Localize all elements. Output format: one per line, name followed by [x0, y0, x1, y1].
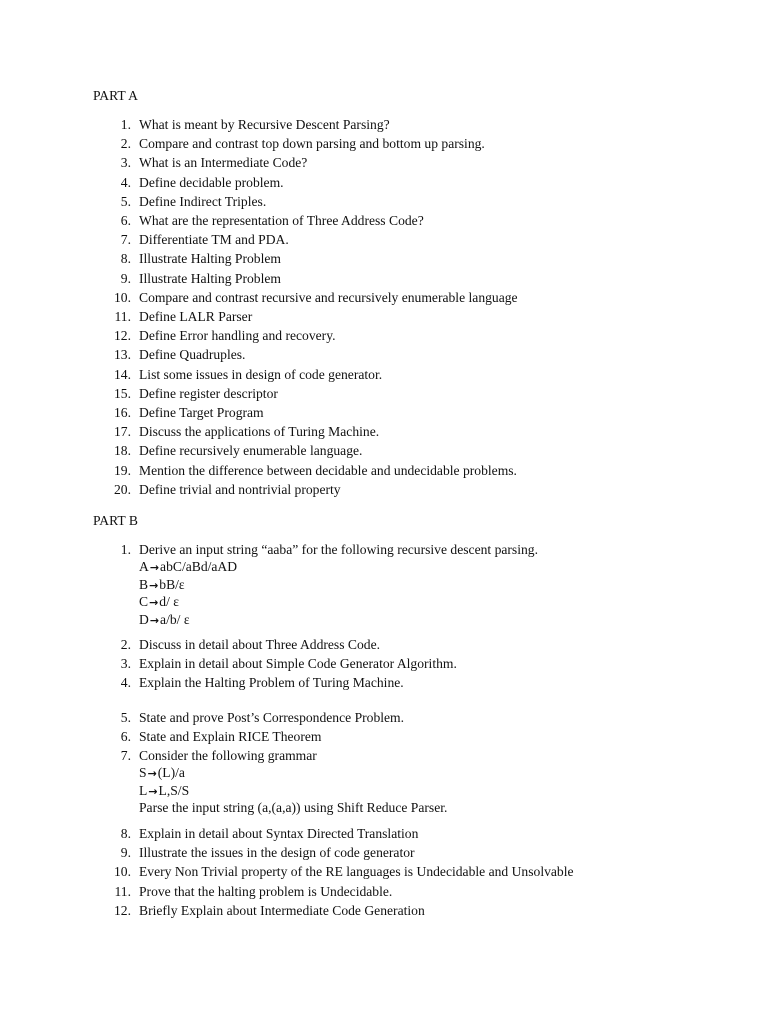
production-lhs: C [139, 594, 149, 610]
production-lhs: A [139, 559, 149, 575]
question-item [93, 824, 574, 843]
question-number: 3. [120, 656, 131, 672]
question-item [93, 901, 574, 920]
question-number: 20. [114, 481, 131, 497]
question-item [93, 461, 518, 480]
question-text: What is an Intermediate Code? [139, 155, 308, 171]
question-item [93, 540, 538, 559]
question-number: 14. [114, 366, 131, 382]
question-item [93, 635, 457, 654]
part-b-question-list [93, 708, 404, 746]
grammar-production [93, 594, 538, 612]
part-a-heading: PART A [93, 88, 138, 103]
question-text: Define Target Program [139, 405, 264, 421]
question-text: Compare and contrast recursive and recursively enumerable language [139, 289, 518, 305]
question-text: Compare and contrast top down parsing and bottom up parsing. [139, 136, 485, 152]
production-rhs: d/ ε [159, 594, 179, 610]
question-number: 18. [114, 443, 131, 459]
question-text: What are the representation of Three Address Code? [139, 213, 424, 229]
right-arrow-icon: → [149, 561, 160, 575]
question-item [93, 307, 518, 326]
grammar-productions [93, 765, 447, 800]
question-text: Discuss in detail about Three Address Code. [139, 637, 380, 652]
question-number: 15. [114, 385, 131, 401]
part-b-question-list [93, 635, 457, 693]
production-lhs: S [139, 765, 147, 781]
question-text: Illustrate Halting Problem [139, 270, 281, 286]
question-number: 7. [120, 232, 131, 248]
question-number: 12. [114, 328, 131, 344]
question-number: 17. [114, 424, 131, 440]
question-item [93, 230, 518, 249]
question-text: Illustrate the issues in the design of code generator [139, 845, 415, 861]
question-number: 5. [120, 710, 131, 725]
part-a-question-list [93, 115, 518, 499]
question-text: Illustrate Halting Problem [139, 251, 281, 267]
question-number: 5. [120, 193, 131, 209]
question-text: Define Quadruples. [139, 347, 246, 363]
production-rhs: abC/aBd/aAD [160, 559, 238, 575]
right-arrow-icon: → [149, 613, 160, 627]
question-number: 12. [114, 902, 131, 918]
question-number: 11. [114, 309, 131, 325]
question-text: Differentiate TM and PDA. [139, 232, 289, 248]
question-number: 6. [120, 213, 131, 229]
question-item [93, 365, 518, 384]
question-number: 1. [120, 117, 131, 132]
question-number: 2. [120, 637, 131, 652]
production-lhs: L [139, 782, 148, 798]
question-text: Consider the following grammar [139, 748, 317, 763]
part-b-question-list [93, 824, 574, 920]
question-text: Prove that the halting problem is Undecidable. [139, 883, 393, 899]
grammar-production [93, 783, 447, 801]
grammar-productions [93, 559, 538, 629]
question-number: 8. [120, 826, 131, 841]
question-item [93, 249, 518, 268]
grammar-production [93, 765, 447, 783]
question-text: Define trivial and nontrivial property [139, 481, 341, 497]
question-number: 9. [120, 270, 131, 286]
question-text: Define decidable problem. [139, 174, 284, 190]
right-arrow-icon: → [147, 767, 157, 781]
question-item [93, 173, 518, 192]
question-item [93, 153, 518, 172]
question-item [93, 862, 574, 881]
question-number: 6. [120, 729, 131, 745]
question-text: Explain the Halting Problem of Turing Machine. [139, 675, 404, 691]
right-arrow-icon: → [148, 784, 158, 798]
grammar-production [93, 577, 538, 595]
part-b-q1-block [93, 540, 538, 630]
question-item [93, 746, 447, 765]
grammar-production [93, 559, 538, 577]
question-number: 3. [120, 155, 131, 171]
production-rhs: bB/ε [159, 576, 185, 592]
question-number: 16. [114, 405, 131, 421]
question-text: Define register descriptor [139, 385, 278, 401]
right-arrow-icon: → [149, 596, 159, 610]
question-item [93, 288, 518, 307]
question-text: Every Non Trivial property of the RE languages is Undecidable and Unsolvable [139, 864, 574, 880]
question-text: Define Error handling and recovery. [139, 328, 336, 344]
part-b-q7-block [93, 746, 447, 817]
question-number: 7. [120, 748, 131, 763]
question-text: State and prove Post’s Correspondence Problem. [139, 710, 405, 725]
question-item [93, 192, 518, 211]
question-item [93, 134, 518, 153]
question-text: What is meant by Recursive Descent Parsing? [139, 117, 390, 132]
question-item [93, 654, 457, 673]
question-text: Briefly Explain about Intermediate Code Generation [139, 902, 425, 918]
question-item [93, 384, 518, 403]
question-number: 10. [114, 289, 131, 305]
question-number: 9. [120, 845, 131, 861]
production-rhs: (L)/a [157, 765, 185, 781]
question-number: 1. [120, 542, 131, 557]
question-number: 11. [114, 883, 131, 899]
question-item [93, 708, 404, 727]
part-b-heading: PART B [93, 513, 138, 528]
question-item [93, 882, 574, 901]
question-item [93, 422, 518, 441]
question-text: Define LALR Parser [139, 309, 253, 325]
question-text: State and Explain RICE Theorem [139, 729, 322, 745]
question-number: 2. [120, 136, 131, 152]
question-item [93, 345, 518, 364]
question-number: 4. [120, 675, 131, 691]
question-item [93, 673, 457, 692]
question-item [93, 727, 404, 746]
question-number: 4. [120, 174, 131, 190]
question-item [93, 211, 518, 230]
grammar-production [93, 612, 538, 630]
question-number: 10. [114, 864, 131, 880]
production-rhs: L,S/S [158, 782, 190, 798]
question-item [93, 403, 518, 422]
question-text: Define Indirect Triples. [139, 193, 267, 209]
question-note: Parse the input string (a,(a,a)) using Shift Reduce Parser. [139, 800, 448, 816]
question-item [93, 326, 518, 345]
production-rhs: a/b/ ε [160, 611, 190, 627]
right-arrow-icon: → [149, 578, 159, 592]
question-item [93, 115, 518, 134]
question-text: Explain in detail about Syntax Directed Translation [139, 826, 419, 841]
question-item [93, 843, 574, 862]
question-text: Explain in detail about Simple Code Generator Algorithm. [139, 656, 457, 672]
question-text: Discuss the applications of Turing Machine. [139, 424, 380, 440]
question-number: 13. [114, 347, 131, 363]
question-text: List some issues in design of code generator. [139, 366, 383, 382]
question-number: 19. [114, 462, 131, 478]
question-item [93, 441, 518, 460]
question-text: Mention the difference between decidable and undecidable problems. [139, 462, 517, 478]
question-text: Derive an input string “aaba” for the following recursive descent parsing. [139, 542, 538, 557]
production-lhs: D [139, 611, 149, 627]
production-lhs: B [139, 576, 149, 592]
question-text: Define recursively enumerable language. [139, 443, 363, 459]
question-item [93, 269, 518, 288]
question-item [93, 480, 518, 499]
question-number: 8. [120, 251, 131, 267]
